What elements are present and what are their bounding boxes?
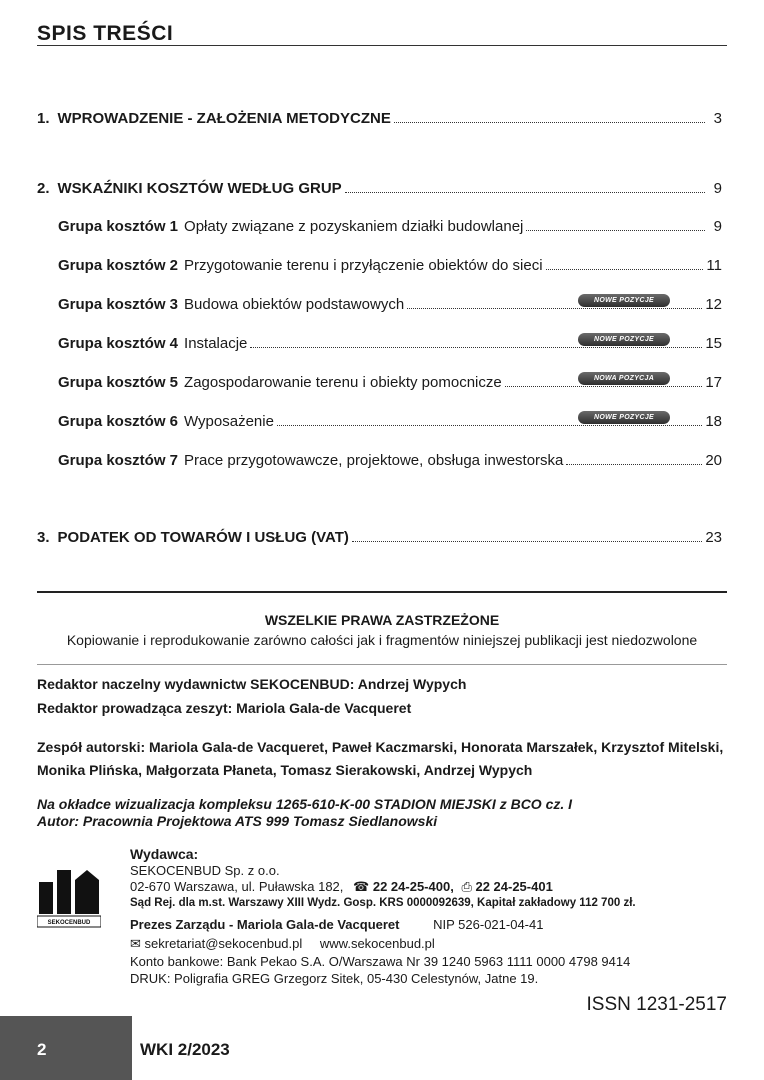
toc-group-4[interactable] (58, 330, 722, 352)
publisher-fax: 22 24-25-401 (475, 879, 553, 894)
group-label: Grupa kosztów 7 (58, 452, 179, 469)
toc-group-1[interactable] (58, 213, 722, 235)
group-title: Przygotowanie terenu i przyłączenie obiektów do sieci (184, 257, 543, 274)
title-rule (37, 45, 727, 46)
new-items-badge: NOWE POZYCJE (578, 294, 670, 307)
footer-page-block (0, 1016, 132, 1080)
email-web-line (130, 936, 435, 952)
toc-leader (407, 307, 702, 309)
publisher-address: 02-670 Warszawa, ul. Puławska 182, (130, 879, 344, 894)
footer-issue: WKI 2/2023 (140, 1040, 230, 1059)
toc-leader (250, 346, 702, 348)
toc-section-1[interactable] (37, 105, 722, 127)
toc-section-3[interactable] (37, 524, 722, 546)
sekocenbud-logo (37, 866, 101, 930)
footer-page-number: 2 (37, 1040, 47, 1059)
new-item-badge: NOWA POZYCJA (578, 372, 670, 385)
president-name: Prezes Zarządu - Mariola Gala-de Vacqueret (130, 917, 400, 932)
group-title: Wyposażenie (184, 413, 274, 430)
group-label: Grupa kosztów 6 (58, 413, 179, 430)
print-info: DRUK: Poligrafia GREG Grzegorz Sitek, 05-430 Celestynów, Jatne 19. (130, 971, 539, 986)
group-label: Grupa kosztów 2 (58, 257, 179, 274)
cover-author: Autor: Pracownia Projektowa ATS 999 Tomasz Siedlanowski (37, 813, 438, 829)
toc-page: 20 (705, 452, 722, 469)
toc-group-7[interactable] (58, 447, 722, 469)
toc-page: 11 (706, 257, 722, 274)
toc-page: 9 (713, 180, 722, 197)
rights-text: Kopiowanie i reprodukowanie zarówno całości jak i fragmentów niniejszej publikacji jest niedozwolone (66, 632, 698, 648)
logo-wordmark: SEKOCENBUD (47, 920, 91, 926)
group-label: Grupa kosztów 5 (58, 374, 179, 391)
bank-account: Konto bankowe: Bank Pekao S.A. O/Warszawa Nr 39 1240 5963 1111 0000 4798 9414 (130, 954, 631, 969)
new-items-badge: NOWE POZYCJE (578, 411, 670, 424)
email-address[interactable]: sekretariat@sekocenbud.pl (144, 936, 303, 951)
website-link[interactable]: www.sekocenbud.pl (319, 936, 435, 951)
page-title: SPIS TREŚCI (37, 22, 174, 45)
authors-line-2: Monika Plińska, Małgorzata Płaneta, Tomasz Sierakowski, Andrzej Wypych (37, 762, 533, 778)
toc-leader (546, 268, 704, 270)
toc-section-2[interactable] (37, 175, 722, 197)
toc-leader (505, 385, 703, 387)
toc-group-6[interactable] (58, 408, 722, 430)
email-icon: ✉ (130, 936, 141, 951)
toc-page: 3 (713, 110, 722, 127)
group-title: Zagospodarowanie terenu i obiekty pomocnicze (184, 374, 502, 391)
toc-title: PODATEK OD TOWARÓW I USŁUG (VAT) (57, 529, 349, 546)
toc-leader (345, 191, 705, 193)
toc-group-2[interactable] (58, 252, 722, 274)
toc-leader (277, 424, 702, 426)
fax-icon: ⎙ (461, 879, 472, 894)
toc-page: 23 (705, 529, 722, 546)
toc-page: 9 (713, 218, 722, 235)
phone-icon: ☎ (353, 879, 370, 894)
toc-leader (352, 540, 702, 542)
toc-number: 1. (37, 110, 50, 127)
toc-group-3[interactable] (58, 291, 722, 313)
group-title: Instalacje (184, 335, 248, 352)
toc-title: WPROWADZENIE - ZAŁOŻENIA METODYCZNE (57, 110, 391, 127)
toc-page: 18 (705, 413, 722, 430)
court-registration: Sąd Rej. dla m.st. Warszawy XIII Wydz. Gosp. KRS 0000092639, Kapitał zakładowy 112 700 zł. (130, 897, 636, 909)
group-title: Prace przygotowawcze, projektowe, obsługa inwestorska (184, 452, 564, 469)
group-title: Budowa obiektów podstawowych (184, 296, 405, 313)
toc-leader (394, 121, 705, 123)
toc-number: 3. (37, 529, 50, 546)
group-label: Grupa kosztów 4 (58, 335, 179, 352)
group-label: Grupa kosztów 1 (58, 218, 179, 235)
issn-number: ISSN 1231-2517 (586, 994, 727, 1015)
editor-in-chief: Redaktor naczelny wydawnictw SEKOCENBUD: Andrzej Wypych (37, 676, 467, 692)
publisher-heading: Wydawca: (130, 846, 199, 862)
nip-number: NIP 526-021-04-41 (433, 917, 544, 932)
publisher-phone: 22 24-25-400, (372, 879, 454, 894)
toc-group-5[interactable] (58, 369, 722, 391)
group-label: Grupa kosztów 3 (58, 296, 179, 313)
rights-title: WSZELKIE PRAWA ZASTRZEŻONE (264, 612, 500, 628)
toc-leader (526, 229, 705, 231)
new-items-badge: NOWE POZYCJE (578, 333, 670, 346)
issue-editor: Redaktor prowadząca zeszyt: Mariola Gala-de Vacqueret (37, 700, 412, 716)
rights-divider (37, 664, 727, 665)
authors-line-1: Zespół autorski: Mariola Gala-de Vacqueret, Paweł Kaczmarski, Honorata Marszałek, Krzysztof Mitelski, (37, 739, 724, 755)
toc-leader (566, 463, 702, 465)
section-divider (37, 591, 727, 593)
toc-number: 2. (37, 180, 50, 197)
publisher-contact-line (130, 879, 553, 895)
group-title: Opłaty związane z pozyskaniem działki budowlanej (184, 218, 524, 235)
president-line (130, 917, 543, 932)
cover-info: Na okładce wizualizacja kompleksu 1265-610-K-00 STADION MIEJSKI z BCO cz. I (37, 796, 573, 812)
toc-page: 12 (705, 296, 722, 313)
toc-page: 15 (705, 335, 722, 352)
toc-page: 17 (705, 374, 722, 391)
publisher-name: SEKOCENBUD Sp. z o.o. (130, 863, 280, 878)
toc-title: WSKAŹNIKI KOSZTÓW WEDŁUG GRUP (57, 180, 342, 197)
